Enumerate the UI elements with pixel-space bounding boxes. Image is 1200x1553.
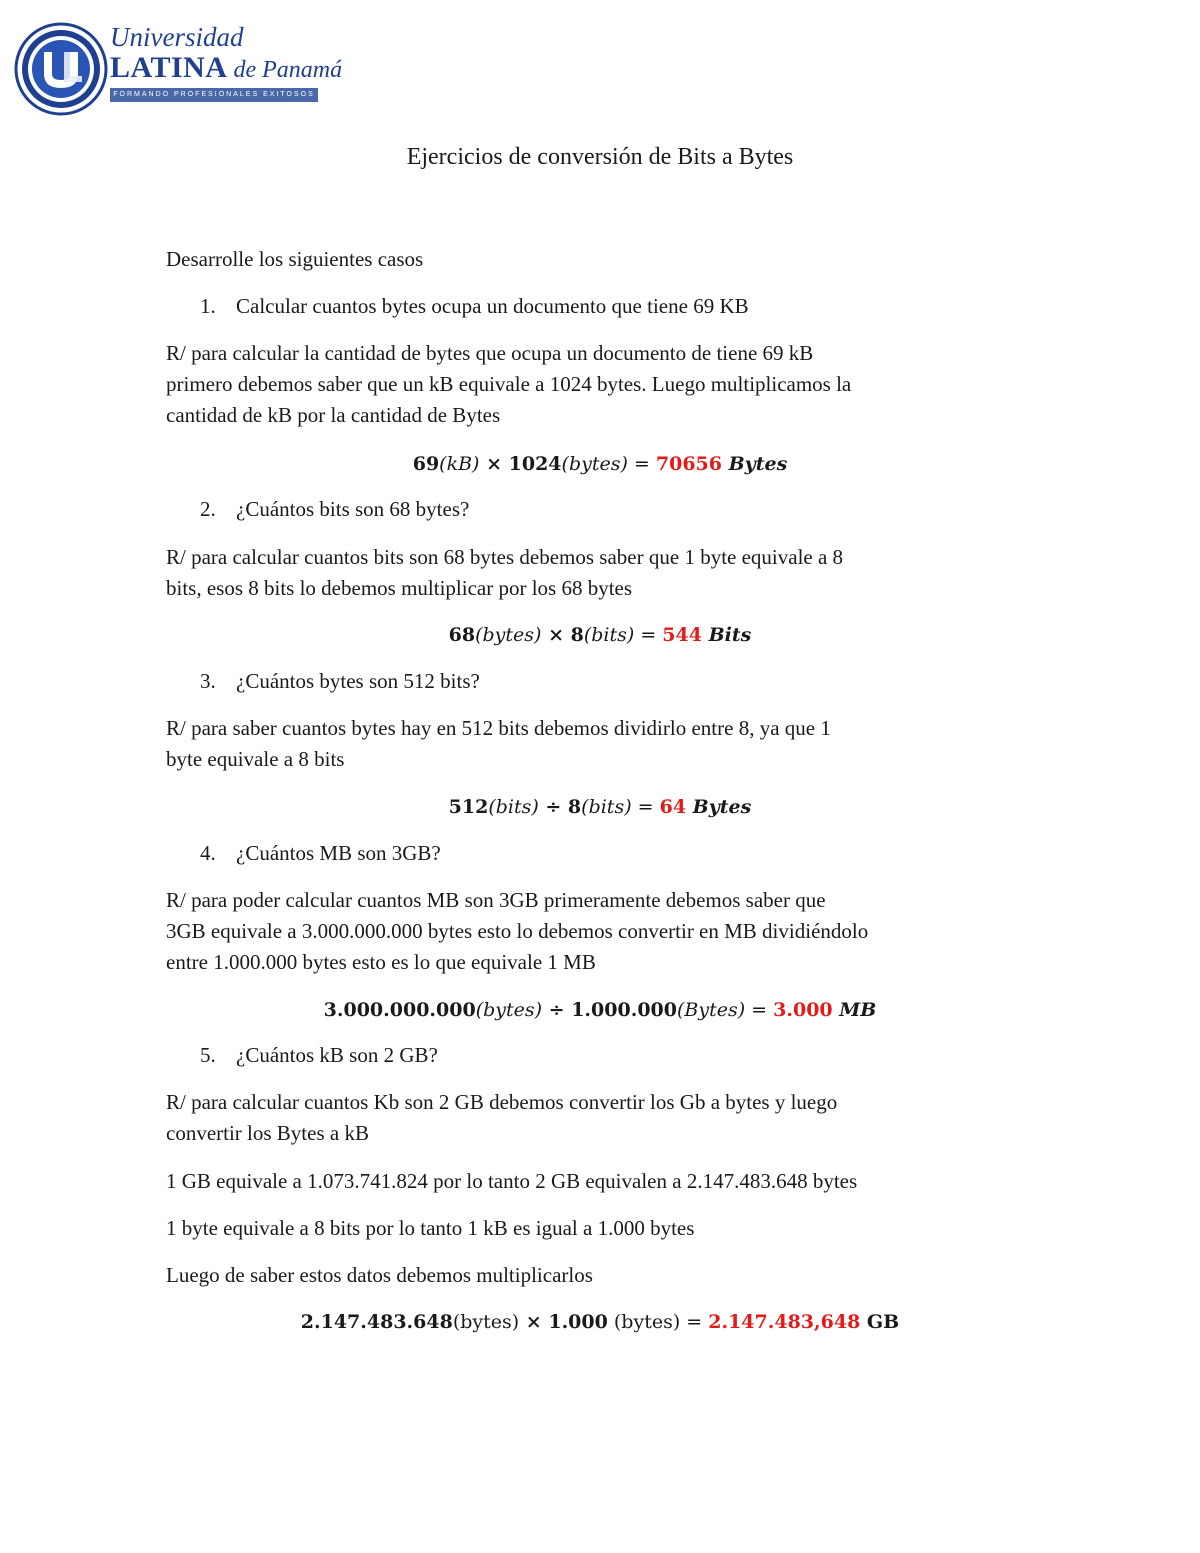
exercise-1-formula: 69(kB) × 1024(bytes) = 70656 Bytes <box>412 453 788 475</box>
exercise-5-question: 5. ¿Cuántos kB son 2 GB? <box>200 1043 438 1067</box>
exercise-5-note-1: 1 GB equivale a 1.073.741.824 por lo tanto 2 GB equivalen a 2.147.483.648 bytes <box>166 1169 858 1193</box>
logo-latina: LATINA de Panamá <box>110 51 343 84</box>
exercise-2-result: 544 <box>662 624 702 646</box>
exercise-1-result: 70656 <box>655 453 722 475</box>
university-seal-icon <box>14 22 108 116</box>
university-logo <box>14 22 343 118</box>
intro-text: Desarrolle los siguientes casos <box>166 247 424 271</box>
exercise-1-answer: R/ para calcular la cantidad de bytes que ocupa un documento de tiene 69 kB primero debemos saber que un kB equivale a 1024 bytes. Luego multiplicamos la cantidad de kB por la cantidad de Bytes <box>166 341 852 427</box>
exercise-2-formula: 68(bytes) × 8(bits) = 544 Bits <box>448 624 752 646</box>
logo-slogan: FORMANDO PROFESIONALES EXITOSOS <box>110 88 318 102</box>
exercise-2-question: 2. ¿Cuántos bits son 68 bytes? <box>200 497 470 521</box>
exercise-4-answer: R/ para poder calcular cuantos MB son 3GB primeramente debemos saber que 3GB equivale a 3.000.000.000 bytes esto lo debemos convertir en MB dividiéndolo entre 1.000.000 bytes esto es lo que equivale 1 MB <box>166 888 869 974</box>
exercise-2-answer: R/ para calcular cuantos bits son 68 bytes debemos saber que 1 byte equivale a 8 bits, esos 8 bits lo debemos multiplicar por los 68 bytes <box>166 545 844 600</box>
exercise-5-note-2: 1 byte equivale a 8 bits por lo tanto 1 kB es igual a 1.000 bytes <box>166 1216 695 1240</box>
exercise-4-formula: 3.000.000.000(bytes) ÷ 1.000.000(Bytes) = 3.000 MB <box>323 999 877 1021</box>
logo-universidad: Universidad <box>110 22 244 52</box>
exercise-5-note-3: Luego de saber estos datos debemos multiplicarlos <box>166 1263 593 1287</box>
exercise-5-result: 2.147.483,648 <box>708 1311 861 1333</box>
exercise-3-result: 64 <box>659 796 687 818</box>
exercise-1-question: 1. Calcular cuantos bytes ocupa un documento que tiene 69 KB <box>200 294 749 318</box>
exercise-5-answer: R/ para calcular cuantos Kb son 2 GB debemos convertir los Gb a bytes y luego convertir los Bytes a kB <box>166 1090 838 1145</box>
exercise-5-formula: 2.147.483.648(bytes) × 1.000 (bytes) = 2.147.483,648 GB <box>300 1311 900 1333</box>
exercise-4-result: 3.000 <box>773 999 833 1021</box>
exercise-4-question: 4. ¿Cuántos MB son 3GB? <box>200 841 441 865</box>
exercise-3-formula: 512(bits) ÷ 8(bits) = 64 Bytes <box>448 796 752 818</box>
page-title: Ejercicios de conversión de Bits a Bytes <box>406 144 794 170</box>
exercise-3-answer: R/ para saber cuantos bytes hay en 512 bits debemos dividirlo entre 8, ya que 1 byte equivale a 8 bits <box>166 716 831 771</box>
exercise-3-question: 3. ¿Cuántos bytes son 512 bits? <box>200 669 480 693</box>
